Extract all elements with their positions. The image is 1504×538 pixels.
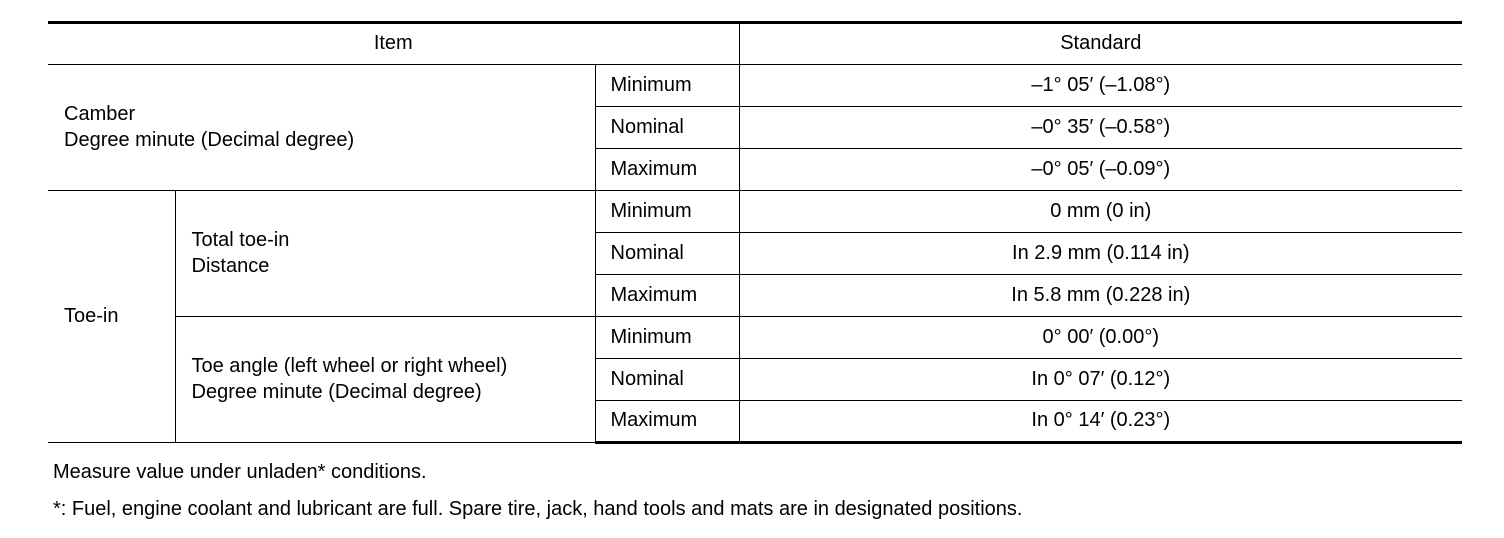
table-row xyxy=(48,317,1462,359)
standard-value: In 0° 14′ (0.23°) xyxy=(739,401,1462,443)
standard-value: 0° 00′ (0.00°) xyxy=(739,317,1462,359)
standard-value: In 5.8 mm (0.228 in) xyxy=(739,275,1462,317)
standard-value: In 0° 07′ (0.12°) xyxy=(739,359,1462,401)
total-toe-in-label xyxy=(175,191,595,317)
total-toe-in-unit: Distance xyxy=(191,254,270,277)
note-unladen: Measure value under unladen* conditions. xyxy=(53,461,427,483)
table-row xyxy=(48,65,1462,107)
toe-in-label: Toe-in xyxy=(48,191,175,443)
header-standard: Standard xyxy=(739,23,1462,65)
table-row xyxy=(48,191,1462,233)
table-notes xyxy=(53,460,1022,521)
wheel-alignment-spec-table xyxy=(48,21,1462,444)
level-label: Nominal xyxy=(595,359,739,401)
level-label: Maximum xyxy=(595,275,739,317)
level-label: Minimum xyxy=(595,317,739,359)
level-label: Minimum xyxy=(595,191,739,233)
toe-angle-unit: Degree minute (Decimal degree) xyxy=(191,380,482,403)
camber-title: Camber xyxy=(64,102,136,125)
standard-value: 0 mm (0 in) xyxy=(739,191,1462,233)
header-item: Item xyxy=(48,23,739,65)
header-row xyxy=(48,23,1462,65)
camber-unit: Degree minute (Decimal degree) xyxy=(64,128,355,151)
toe-angle-title: Toe angle (left wheel or right wheel) xyxy=(191,354,508,377)
standard-value: –0° 05′ (–0.09°) xyxy=(739,149,1462,191)
standard-value: In 2.9 mm (0.114 in) xyxy=(739,233,1462,275)
toe-angle-label xyxy=(175,317,595,443)
level-label: Maximum xyxy=(595,401,739,443)
level-label: Nominal xyxy=(595,233,739,275)
camber-label xyxy=(48,65,595,191)
total-toe-in-title: Total toe-in xyxy=(191,228,290,251)
standard-value: –0° 35′ (–0.58°) xyxy=(739,107,1462,149)
level-label: Maximum xyxy=(595,149,739,191)
level-label: Nominal xyxy=(595,107,739,149)
standard-value: –1° 05′ (–1.08°) xyxy=(739,65,1462,107)
level-label: Minimum xyxy=(595,65,739,107)
note-conditions-footnote: *: Fuel, engine coolant and lubricant are full. Spare tire, jack, hand tools and mats are in designated positions. xyxy=(53,498,1023,520)
